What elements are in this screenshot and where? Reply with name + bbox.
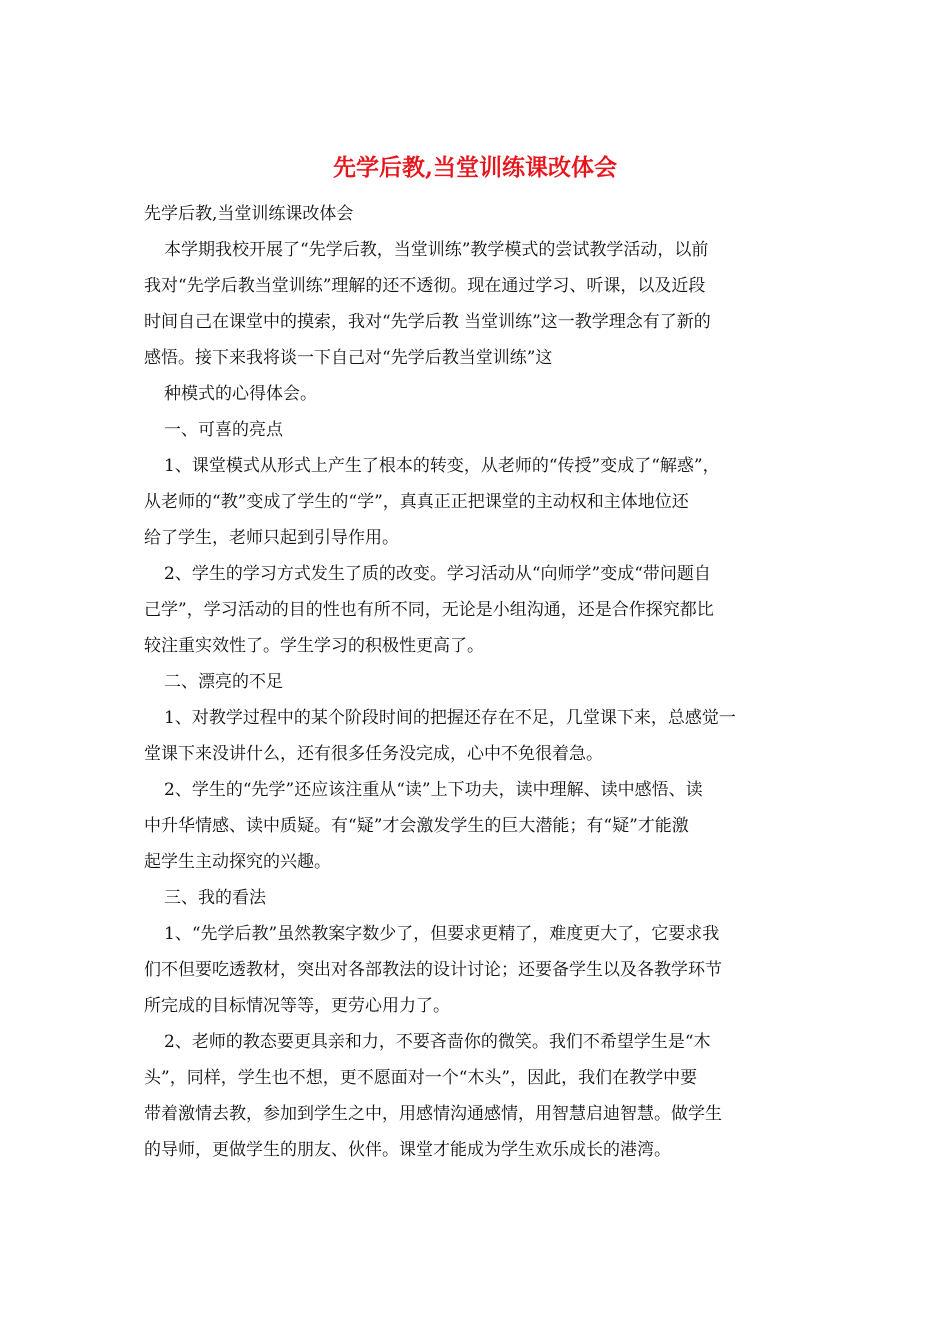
text-line: 起学生主动探究的兴趣。	[144, 852, 331, 872]
text-line: 种模式的心得体会。	[164, 384, 317, 404]
text-line: 2、学生的“先学”还应该注重从“读”上下功夫，读中理解、读中感悟、读	[164, 780, 703, 800]
text-line: 感悟。接下来我将谈一下自己对“先学后教当堂训练”这	[144, 348, 553, 368]
text-line: 2、学生的学习方式发生了质的改变。学习活动从“向师学”变成“带问题自	[164, 564, 711, 584]
text-line: 中升华情感、读中质疑。有“疑”才会激发学生的巨大潜能；有“疑”才能激	[144, 816, 689, 836]
text-line: 己学”，学习活动的目的性也有所不同，无论是小组沟通，还是合作探究都比	[144, 600, 714, 620]
text-line: 从老师的“教”变成了学生的“学”，真真正正把课堂的主动权和主体地位还	[144, 492, 689, 512]
text-line: 堂课下来没讲什么，还有很多任务没完成，心中不免很着急。	[144, 744, 603, 764]
text-line: 头”，同样，学生也不想，更不愿面对一个“木头”，因此，我们在教学中要	[144, 1068, 698, 1088]
text-line: 1、课堂模式从形式上产生了根本的转变，从老师的“传授”变成了“解惑”，	[164, 456, 720, 476]
text-line: 本学期我校开展了“先学后教，当堂训练”教学模式的尝试教学活动，以前	[164, 240, 709, 260]
text-line: 们不但要吃透教材，突出对各部教法的设计讨论；还要备学生以及各教学环节	[144, 960, 722, 980]
text-line: 二、漂亮的不足	[164, 672, 283, 692]
text-line: 给了学生，老师只起到引导作用。	[144, 528, 399, 548]
text-line: 时间自己在课堂中的摸索，我对“先学后教 当堂训练”这一教学理念有了新的	[144, 312, 711, 332]
text-line: 1、对教学过程中的某个阶段时间的把握还存在不足，几堂课下来，总感觉一	[164, 708, 736, 728]
text-line: 1、“先学后教”虽然教案字数少了，但要求更精了，难度更大了，它要求我	[164, 924, 720, 944]
document-title: 先学后教,当堂训练课改体会	[332, 154, 617, 181]
text-line: 一、可喜的亮点	[164, 420, 283, 440]
text-line: 的导师，更做学生的朋友、伙伴。课堂才能成为学生欢乐成长的港湾。	[144, 1140, 671, 1160]
text-line: 带着激情去教，参加到学生之中，用感情沟通感情，用智慧启迪智慧。做学生	[144, 1104, 722, 1124]
text-line: 所完成的目标情况等等，更劳心用力了。	[144, 996, 450, 1016]
text-line: 我对“先学后教当堂训练”理解的还不透彻。现在通过学习、听课，以及近段	[144, 276, 706, 296]
text-line: 较注重实效性了。学生学习的积极性更高了。	[144, 636, 484, 656]
text-line: 三、我的看法	[164, 888, 266, 908]
document-body	[144, 196, 806, 1168]
text-line: 先学后教,当堂训练课改体会	[144, 204, 354, 224]
text-line: 2、老师的教态要更具亲和力，不要吝啬你的微笑。我们不希望学生是“木	[164, 1032, 711, 1052]
